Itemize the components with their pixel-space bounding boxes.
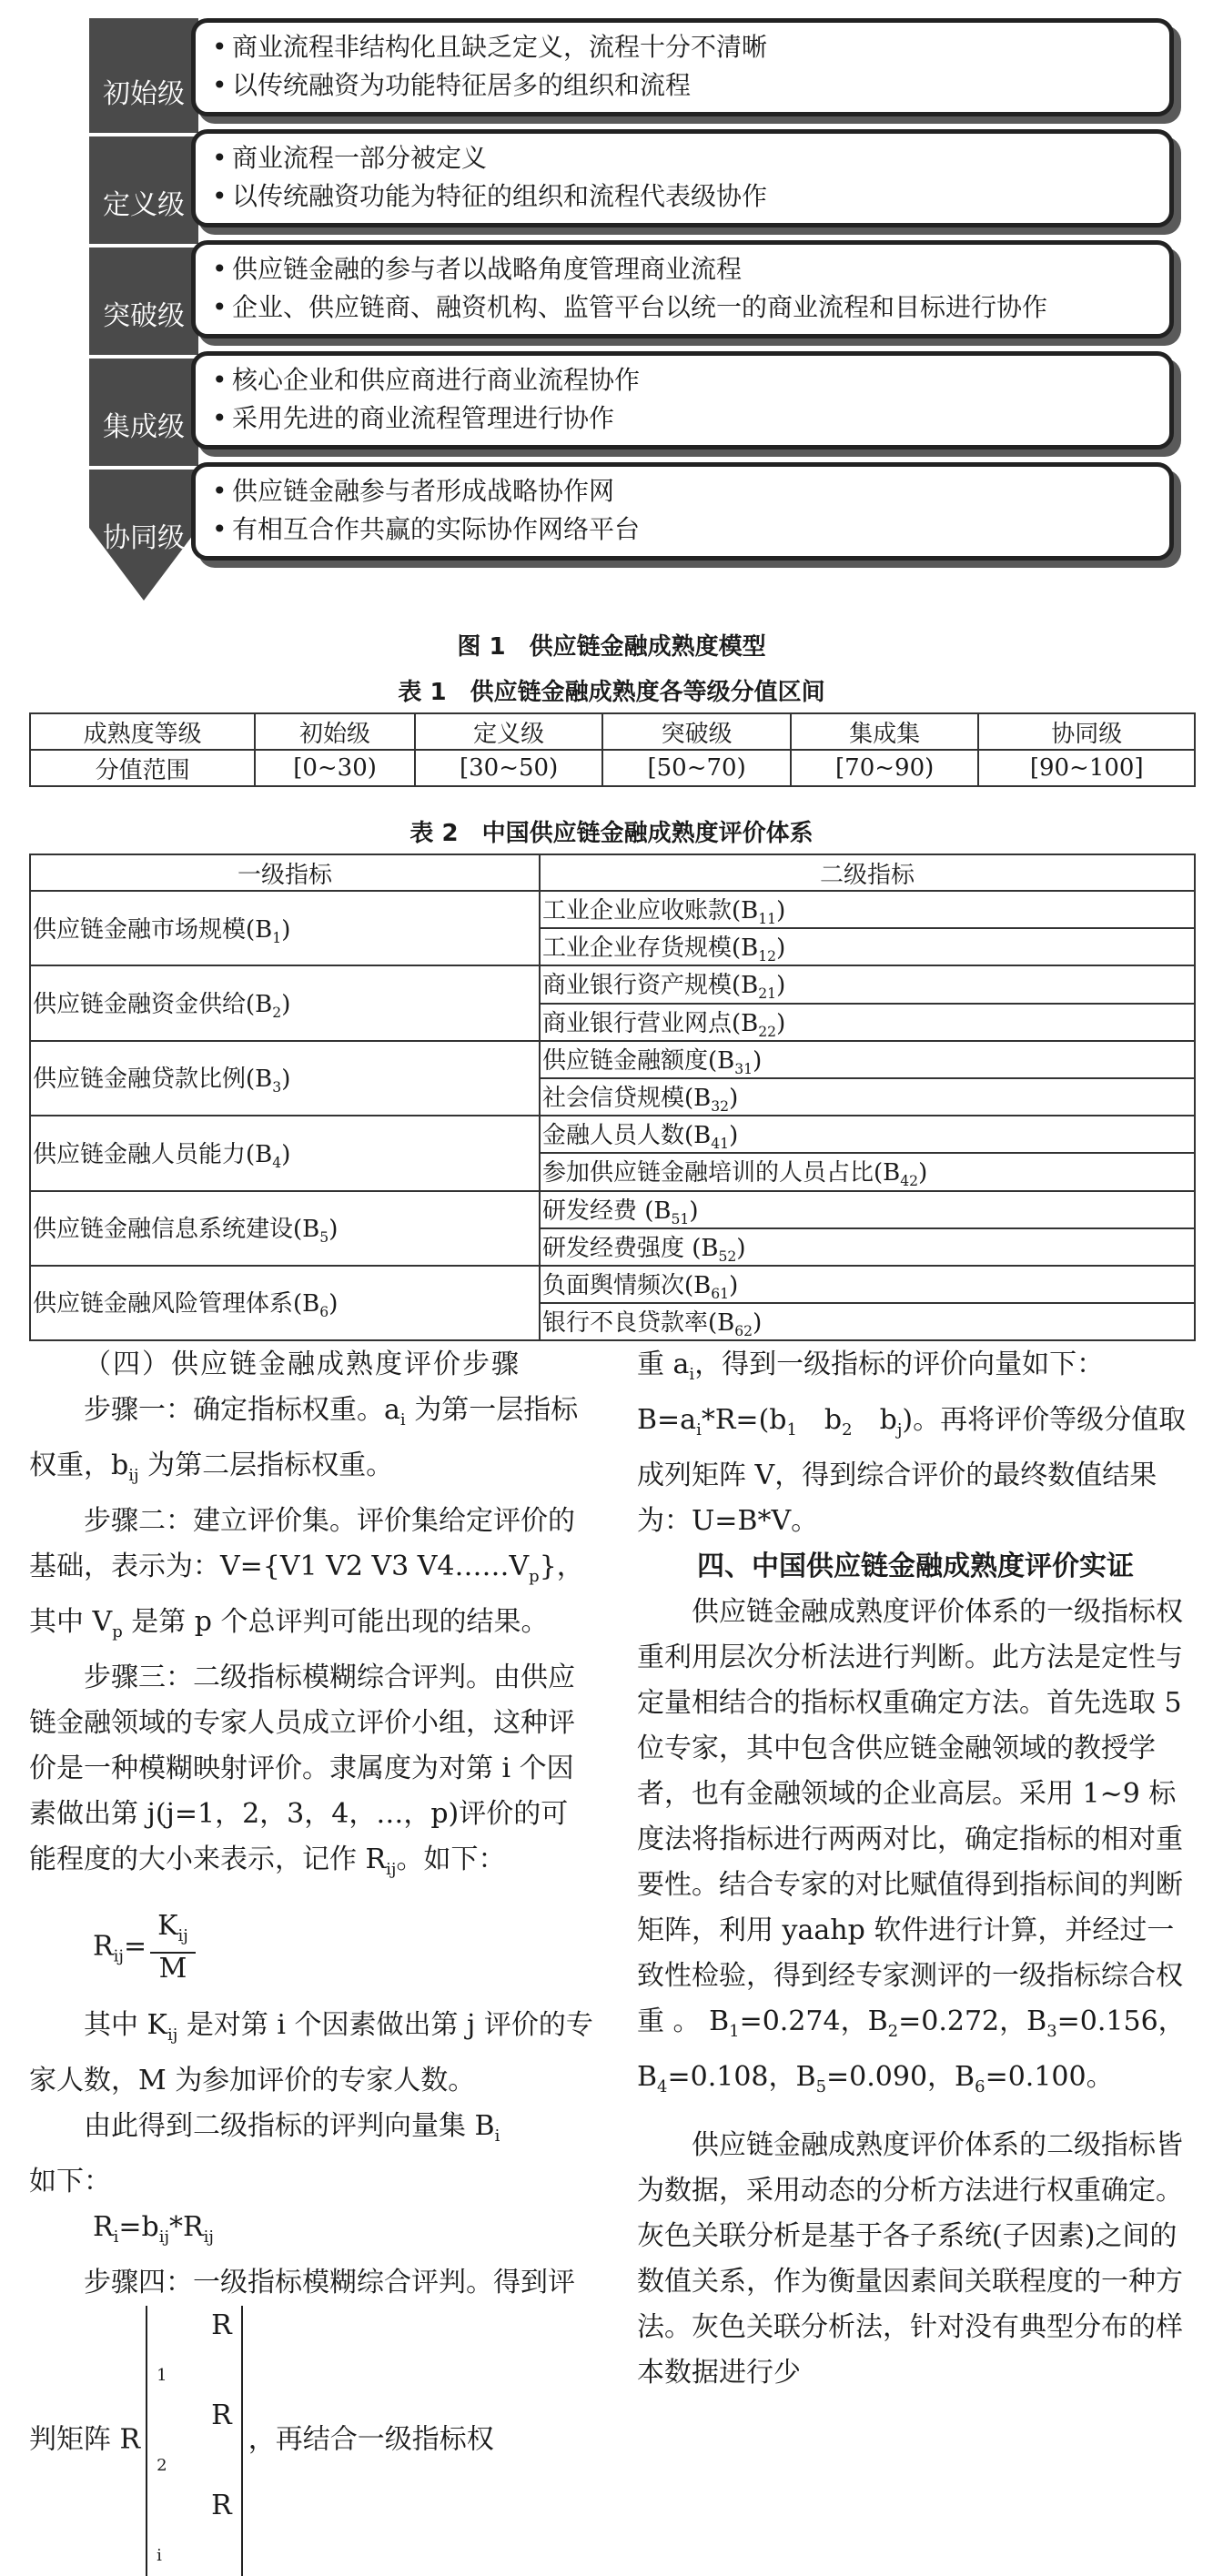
secondary-indicator-cell: 工业企业应收账款$(B_{11})$ bbox=[540, 891, 1195, 928]
secondary-indicator-cell: 研发经费 $(B_{51})$ bbox=[540, 1191, 1195, 1228]
level-label: 集成级 bbox=[103, 411, 185, 443]
formula-explanation: 其中 $K_{ij}$ 是对第 i 个因素做出第 j 评价的专家人数，M 为参加评价的专家人数。 bbox=[29, 2009, 593, 2096]
secondary-indicator-cell: 银行不良贷款率$(B_{62})$ bbox=[540, 1303, 1195, 1340]
level-description-box bbox=[191, 129, 1174, 227]
table-cell: 协同级 bbox=[978, 713, 1195, 750]
table-cell: [90~100] bbox=[978, 750, 1195, 786]
level-label: 定义级 bbox=[103, 189, 185, 221]
table-header-row bbox=[30, 854, 1195, 891]
bullet-text: 核心企业和供应商进行商业流程协作 bbox=[232, 365, 641, 395]
table-cell: 突破级 bbox=[602, 713, 791, 750]
judgment-matrix: R $_1$ R $_2$ R $_i$ bbox=[146, 2306, 243, 2576]
grey-relational-paragraph: 供应链金融成熟度评价体系的二级指标皆为数据，采用动态的分析方法进行权重确定。灰色关联分析是基于各子系统(子因素)之间的数值关系，作为衡量因素间关联程度的一种方法。灰色关联分析法，针对没有典型分布的样本数据进行少 bbox=[637, 2129, 1183, 2389]
level-bullet-item bbox=[212, 28, 1158, 66]
table-row bbox=[30, 1041, 1195, 1078]
ahp-paragraph: 供应链金融成熟度评价体系的一级指标权重利用层次分析法进行判断。此方法是定性与定量相结合的指标权重确定方法。首先选取 5 位专家，其中包含供应链金融领域的教授学者，也有金融领域的企业高层。采用 1~9 标度法将指标进行两两对比，确定指标的相对重要性。结合专家的对比赋值得到指标间的判断矩阵，利用 yaahp 软件进行计算，并经过一致性检验，得到经专家测评的一级指标综合权重 。 $B_1=0.274$，$B_2=0.272$，$B_3=0.156$，$B_4=0.108$，$B_5=0.090$，$B_6=0.100$。 bbox=[637, 1596, 1186, 2096]
secondary-indicator-cell: 金融人员人数$(B_{41})$ bbox=[540, 1116, 1195, 1153]
level-description-box bbox=[191, 240, 1174, 338]
bullet-icon: • bbox=[212, 181, 227, 211]
bullet-text: 供应链金融的参与者以战略角度管理商业流程 bbox=[232, 254, 743, 284]
level-bullet-item bbox=[212, 510, 1158, 549]
table-cell: [30~50) bbox=[415, 750, 603, 786]
level-bullet-item bbox=[212, 250, 1158, 288]
table-row bbox=[30, 1116, 1195, 1153]
table-row bbox=[30, 750, 1195, 786]
table-header-cell: 二级指标 bbox=[540, 854, 1195, 891]
primary-indicator-cell: 供应链金融风险管理体系$(B_6)$ bbox=[30, 1266, 540, 1340]
maturity-model-figure bbox=[89, 18, 1190, 601]
bullet-icon: • bbox=[212, 292, 227, 322]
table-cell: [50~70) bbox=[602, 750, 791, 786]
left-column bbox=[29, 1342, 593, 2576]
bullet-icon: • bbox=[212, 254, 227, 284]
step2-paragraph: 步骤二：建立评价集。评价集给定评价的基础，表示为：V={V1 V2 V3 $V4\dots\dots V_p$}，其中 $V_p$ 是第 p 个总评判可能出现的结果。 bbox=[29, 1505, 584, 1642]
table-cell: 分值范围 bbox=[30, 750, 255, 786]
membership-formula: $R_{ij}=$ $\frac{K_{ij}}{M}$ bbox=[93, 1911, 593, 1985]
right-column bbox=[637, 1342, 1194, 2396]
primary-indicator-cell: 供应链金融市场规模$(B_1)$ bbox=[30, 891, 540, 965]
step4-paragraph: 步骤四：一级指标模糊综合评判。得到评判矩阵 R R $_1$ R $_2$ R $_i$ ，再结合一级指标权 bbox=[29, 2260, 593, 2576]
section-heading: 四、中国供应链金融成熟度评价实证 bbox=[697, 1551, 1134, 1582]
level-description-box bbox=[191, 351, 1174, 450]
step3-paragraph: 步骤三：二级指标模糊综合评判。由供应链金融领域的专家人员成立评价小组，这种评价是一种模糊映射评价。隶属度为对第 i 个因素做出第 j(j=1，2，3，4，…，p)评价的可能程度的大小来表示，记作 $R_{ij}$。如下： bbox=[29, 1662, 575, 1879]
bullet-text: 以传统融资为功能特征居多的组织和流程 bbox=[232, 70, 692, 100]
level-description-box bbox=[191, 462, 1174, 561]
level-bullet-item bbox=[212, 399, 1158, 438]
table-row bbox=[30, 1266, 1195, 1303]
bullet-text: 采用先进的商业流程管理进行协作 bbox=[232, 403, 615, 433]
level-bullet-item bbox=[212, 177, 1158, 216]
level-description-box bbox=[191, 18, 1174, 116]
vector-set-paragraph: 由此得到二级指标的评判向量集 $B_i$ 如下： bbox=[29, 2110, 500, 2197]
secondary-indicator-cell: 工业企业存货规模$(B_{12})$ bbox=[540, 928, 1195, 965]
primary-indicator-cell: 供应链金融贷款比例$(B_3)$ bbox=[30, 1041, 540, 1116]
table-cell: 成熟度等级 bbox=[30, 713, 255, 750]
figure1-caption: 图 1 供应链金融成熟度模型 bbox=[457, 633, 766, 661]
vector-formula: $R_i=b_{ij}*R_{ij}$ bbox=[93, 2211, 214, 2247]
secondary-indicator-cell: 供应链金融额度$(B_{31})$ bbox=[540, 1041, 1195, 1078]
bullet-icon: • bbox=[212, 143, 227, 173]
primary-indicator-cell: 供应链金融资金供给$(B_2)$ bbox=[30, 965, 540, 1040]
secondary-indicator-cell: 商业银行资产规模$(B_{21})$ bbox=[540, 965, 1195, 1003]
table-cell: 集成集 bbox=[791, 713, 979, 750]
bullet-icon: • bbox=[212, 403, 227, 433]
level-bullet-item bbox=[212, 288, 1158, 327]
secondary-indicator-cell: 商业银行营业网点$(B_{22})$ bbox=[540, 1004, 1195, 1041]
table1-caption: 表 1 供应链金融成熟度各等级分值区间 bbox=[398, 679, 825, 706]
bullet-icon: • bbox=[212, 514, 227, 544]
bullet-text: 以传统融资功能为特征的组织和流程代表级协作 bbox=[232, 181, 768, 211]
secondary-indicator-cell: 社会信贷规模$(B_{32})$ bbox=[540, 1078, 1195, 1116]
continued-paragraph: 重 $a_i$，得到一级指标的评价向量如下：$B=a_i*R=(b_1$ $b_2$ $b_j$)。再将评价等级分值取成列矩阵 V，得到综合评价的最终数值结果为：U=B*V。 bbox=[637, 1349, 1187, 1537]
bullet-text: 有相互合作共赢的实际协作网络平台 bbox=[232, 514, 641, 544]
level-label: 突破级 bbox=[103, 300, 185, 332]
table-row bbox=[30, 713, 1195, 750]
bullet-text: 商业流程一部分被定义 bbox=[232, 143, 488, 173]
level-bullet-item bbox=[212, 361, 1158, 399]
level-bullet-item bbox=[212, 66, 1158, 105]
table-cell: 初始级 bbox=[255, 713, 415, 750]
table-cell: [0~30) bbox=[255, 750, 415, 786]
bullet-icon: • bbox=[212, 32, 227, 62]
level-label: 初始级 bbox=[103, 78, 185, 110]
step1-paragraph: 步骤一：确定指标权重。$a_i$ 为第一层指标权重，$b_{ij}$ 为第二层指标权重。 bbox=[29, 1394, 579, 1485]
table-row bbox=[30, 891, 1195, 928]
table2-caption: 表 2 中国供应链金融成熟度评价体系 bbox=[409, 820, 814, 847]
table-row bbox=[30, 1191, 1195, 1228]
bullet-text: 商业流程非结构化且缺乏定义，流程十分不清晰 bbox=[232, 32, 768, 62]
bullet-text: 企业、供应链商、融资机构、监管平台以统一的商业流程和目标进行协作 bbox=[232, 292, 1048, 322]
primary-indicator-cell: 供应链金融人员能力$(B_4)$ bbox=[30, 1116, 540, 1190]
table-header-cell: 一级指标 bbox=[30, 854, 540, 891]
level-label: 协同级 bbox=[103, 522, 185, 554]
level-bullet-item bbox=[212, 139, 1158, 177]
secondary-indicator-cell: 负面舆情频次$(B_{61})$ bbox=[540, 1266, 1195, 1303]
score-range-table bbox=[29, 712, 1196, 787]
primary-indicator-cell: 供应链金融信息系统建设$(B_5)$ bbox=[30, 1191, 540, 1266]
table-row bbox=[30, 965, 1195, 1003]
table-cell: 定义级 bbox=[415, 713, 603, 750]
subsection-heading: （四）供应链金融成熟度评价步骤 bbox=[84, 1349, 521, 1380]
bullet-icon: • bbox=[212, 70, 227, 100]
secondary-indicator-cell: 研发经费强度 $(B_{52})$ bbox=[540, 1228, 1195, 1266]
bullet-text: 供应链金融参与者形成战略协作网 bbox=[232, 476, 615, 506]
table-cell: [70~90) bbox=[791, 750, 979, 786]
secondary-indicator-cell: 参加供应链金融培训的人员占比$(B_{42})$ bbox=[540, 1153, 1195, 1190]
bullet-icon: • bbox=[212, 476, 227, 506]
bullet-icon: • bbox=[212, 365, 227, 395]
level-bullet-item bbox=[212, 472, 1158, 510]
evaluation-system-table bbox=[29, 854, 1196, 1341]
